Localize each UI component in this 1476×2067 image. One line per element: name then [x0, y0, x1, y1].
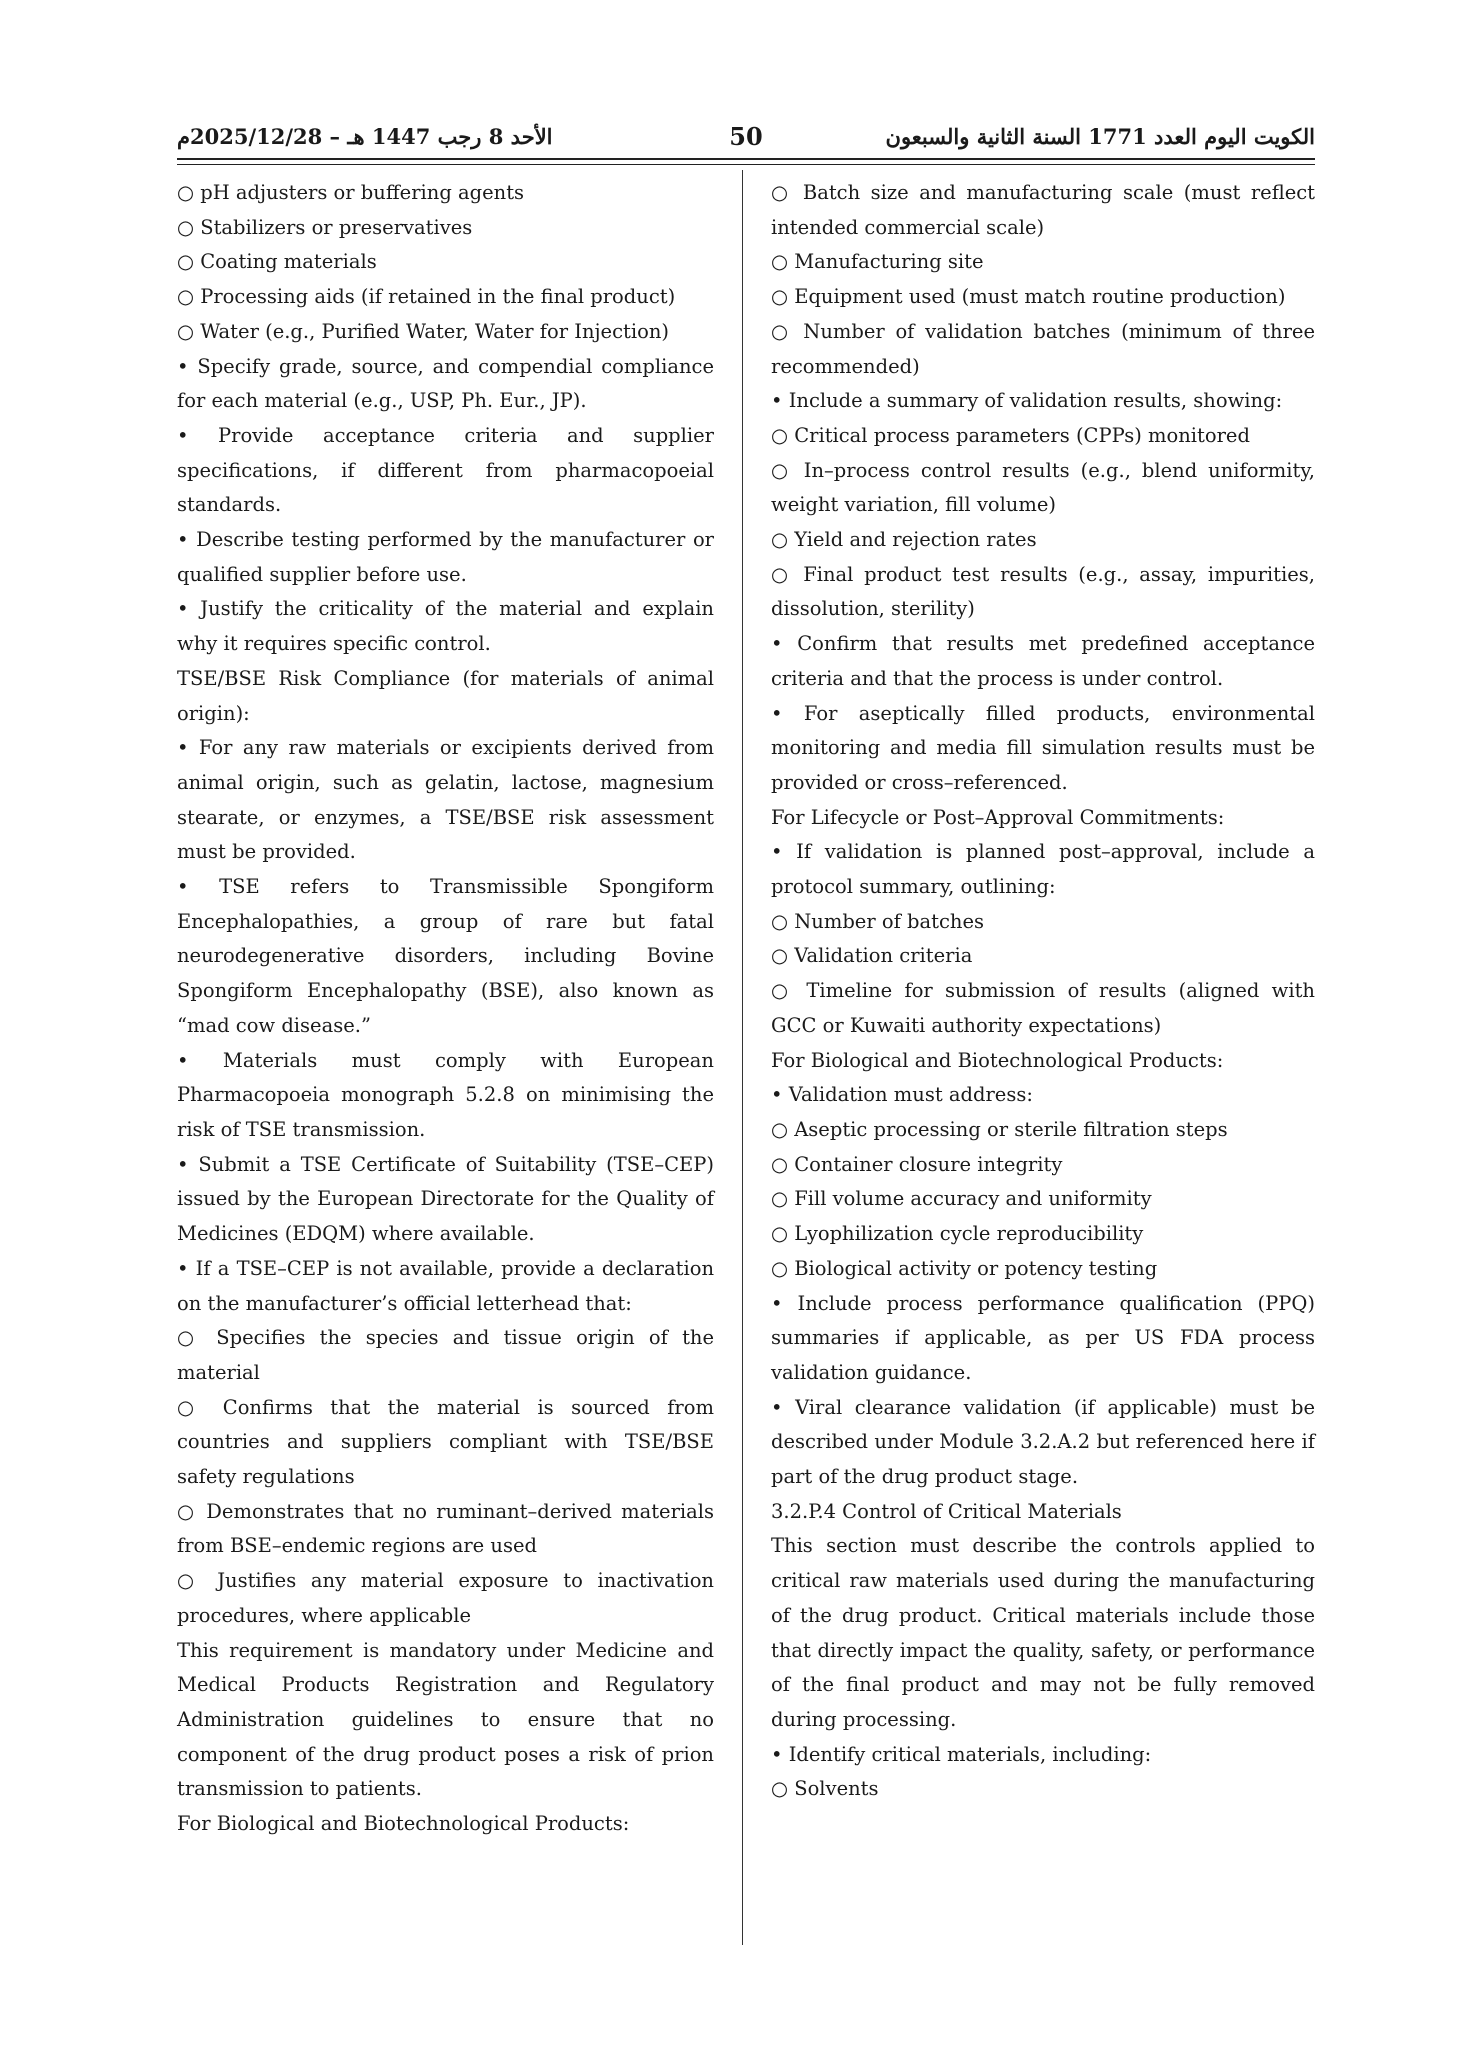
paragraph: ○ Coating materials: [177, 250, 377, 274]
paragraph: • Include process performance qualification (PPQ) summaries if applicable, as per US FDA process validation guidance.: [771, 1291, 1315, 1384]
paragraph: • For any raw materials or excipients derived from animal origin, such as gelatin, lactose, magnesium stearate, or enzymes, a TSE/BSE risk assessment must be provided.: [177, 736, 714, 864]
header-rule-thin: [177, 164, 1315, 165]
paragraph: ○ Container closure integrity: [771, 1152, 1063, 1176]
paragraph: • Viral clearance validation (if applicable) must be described under Module 3.2.A.2 but referenced here if part of the drug product stage.: [771, 1395, 1315, 1489]
paragraph: ○ Stabilizers or preservatives: [177, 215, 473, 239]
paragraph: For Biological and Biotechnological Products:: [177, 1812, 630, 1836]
paragraph: ○ Biological activity or potency testing: [771, 1256, 1158, 1280]
paragraph: 3.2.P.4 Control of Critical Materials: [771, 1499, 1122, 1523]
paragraph: ○ Fill volume accuracy and uniformity: [771, 1187, 1152, 1211]
paragraph: • Provide acceptance criteria and supplier specifications, if different from pharmacopoeial standards.: [177, 423, 714, 517]
paragraph: ○ Manufacturing site: [771, 250, 984, 274]
paragraph: ○ Solvents: [771, 1777, 879, 1801]
paragraph: ○ Processing aids (if retained in the final product): [177, 285, 676, 309]
paragraph: ○ Aseptic processing or sterile filtration steps: [771, 1117, 1228, 1141]
page-number: 50: [729, 122, 763, 151]
paragraph: • If validation is planned post–approval, include a protocol summary, outlining:: [771, 840, 1315, 899]
page-header: [177, 120, 1315, 158]
paragraph: • If a TSE–CEP is not available, provide a declaration on the manufacturer’s official letterhead that:: [177, 1256, 714, 1315]
paragraph: TSE/BSE Risk Compliance (for materials of animal origin):: [177, 666, 714, 725]
paragraph: ○ Final product test results (e.g., assay, impurities, dissolution, sterility): [771, 562, 1315, 621]
paragraph: ○ Justifies any material exposure to inactivation procedures, where applicable: [177, 1569, 714, 1627]
paragraph: ○ Critical process parameters (CPPs) monitored: [771, 423, 1250, 447]
paragraph: This requirement is mandatory under Medicine and Medical Products Registration and Regulatory Administration guidelines to ensure that no component of the drug product poses a risk of prion transmission to patients.: [177, 1638, 714, 1801]
paragraph: ○ Equipment used (must match routine production): [771, 285, 1286, 309]
paragraph: For Lifecycle or Post–Approval Commitments:: [771, 805, 1225, 829]
paragraph: ○ Lyophilization cycle reproducibility: [771, 1222, 1144, 1246]
paragraph: ○ Specifies the species and tissue origin of the material: [177, 1326, 714, 1384]
paragraph: ○ Timeline for submission of results (aligned with GCC or Kuwaiti authority expectations): [771, 979, 1315, 1037]
header-rule-thick: [177, 158, 1315, 160]
left-column: [177, 176, 714, 1842]
paragraph: • Materials must comply with European Pharmacopoeia monograph 5.2.8 on minimising the risk of TSE transmission.: [177, 1048, 714, 1141]
paragraph: • Justify the criticality of the material and explain why it requires specific control.: [177, 597, 714, 656]
paragraph: • Validation must address:: [771, 1083, 1033, 1107]
paragraph: • TSE refers to Transmissible Spongiform Encephalopathies, a group of rare but fatal neurodegenerative disorders, including Bovine Spongiform Encephalopathy (BSE), also known as “mad cow disease.”: [177, 875, 714, 1037]
paragraph: • For aseptically filled products, environmental monitoring and media fill simulation results must be provided or cross–referenced.: [771, 701, 1315, 794]
paragraph: • Confirm that results met predefined acceptance criteria and that the process is under control.: [771, 632, 1315, 690]
column-divider: [742, 170, 743, 1945]
paragraph: ○ Water (e.g., Purified Water, Water for Injection): [177, 319, 669, 343]
paragraph: ○ Number of batches: [771, 909, 984, 933]
paragraph: This section must describe the controls applied to critical raw materials used during the manufacturing of the drug product. Critical materials include those that directly impact the quality, safety, or performance of the final product and may not be fully removed during processing.: [771, 1534, 1315, 1731]
paragraph: • Identify critical materials, including:: [771, 1742, 1152, 1766]
right-column: [771, 176, 1315, 1807]
paragraph: ○ Yield and rejection rates: [771, 528, 1037, 552]
paragraph: ○ Validation criteria: [771, 944, 973, 968]
paragraph: ○ Batch size and manufacturing scale (must reflect intended commercial scale): [771, 181, 1315, 239]
paragraph: • Specify grade, source, and compendial compliance for each material (e.g., USP, Ph. Eur., JP).: [177, 354, 714, 413]
header-issue-info: الكويت اليوم العدد 1771 السنة الثانية والسبعون: [885, 124, 1315, 149]
paragraph: ○ Confirms that the material is sourced from countries and suppliers compliant with TSE/BSE safety regulations: [177, 1395, 714, 1489]
header-date: الأحد 8 رجب 1447 هـ – 2025/12/28م: [177, 124, 553, 149]
paragraph: • Submit a TSE Certificate of Suitability (TSE–CEP) issued by the European Directorate for the Quality of Medicines (EDQM) where available.: [177, 1152, 714, 1246]
paragraph: ○ pH adjusters or buffering agents: [177, 181, 525, 204]
paragraph: • Include a summary of validation results, showing:: [771, 389, 1283, 413]
paragraph: • Describe testing performed by the manufacturer or qualified supplier before use.: [177, 528, 714, 586]
paragraph: ○ Number of validation batches (minimum of three recommended): [771, 319, 1315, 378]
paragraph: ○ In–process control results (e.g., blend uniformity, weight variation, fill volume): [771, 458, 1315, 517]
paragraph: ○ Demonstrates that no ruminant–derived materials from BSE–endemic regions are used: [177, 1499, 714, 1558]
paragraph: For Biological and Biotechnological Products:: [771, 1048, 1224, 1072]
